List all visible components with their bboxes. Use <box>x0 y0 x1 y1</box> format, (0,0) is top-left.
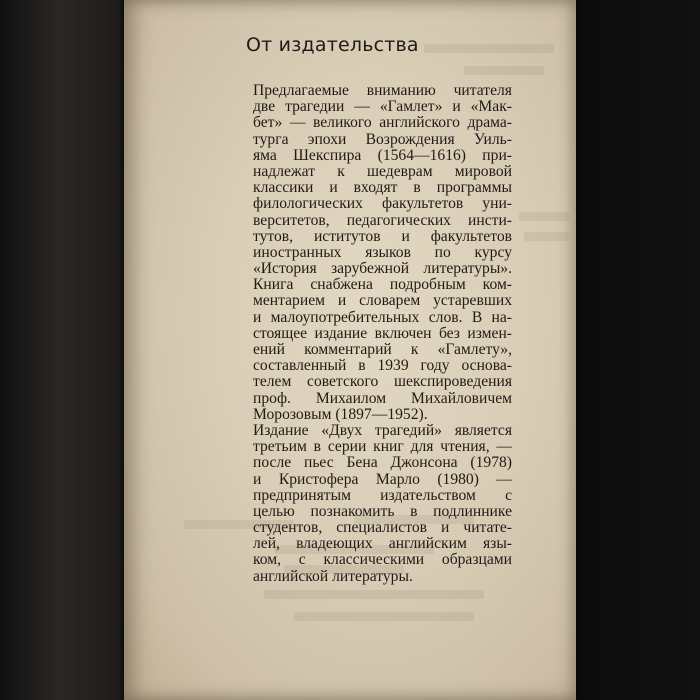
text-line: телем советского шекспироведения <box>253 373 512 391</box>
text-line: ментарием и словарем устаревших <box>253 292 512 310</box>
text-line: предпринятым издательством с <box>253 486 512 504</box>
text-line: яма Шекспира (1564—1616) при- <box>253 146 512 164</box>
text-line: классики и входят в программы <box>253 179 512 197</box>
text-line: две трагедии — «Гамлет» и «Мак- <box>253 98 512 116</box>
text-line: верситетов, педагогических инсти- <box>253 211 512 229</box>
text-line: после пьес Бена Джонсона (1978) <box>253 454 512 472</box>
text-line: «История зарубежной литературы». <box>253 260 512 278</box>
text-line: Предлагаемые вниманию читателя <box>253 82 512 99</box>
body-paragraphs <box>253 83 512 585</box>
text-line: составленный в 1939 году основа- <box>253 357 512 375</box>
text-line: третьим в серии книг для чтения, — <box>253 438 512 456</box>
text-line: студентов, специалистов и читате- <box>253 519 512 537</box>
text-line: Морозовым (1897—1952). <box>253 405 428 423</box>
text-line: иностранных языков по курсу <box>253 243 512 261</box>
text-line: английской литературы. <box>253 567 413 585</box>
text-line: ений комментарий к «Гамлету», <box>253 341 512 358</box>
text-line: и Кристофера Марло (1980) — <box>253 470 512 488</box>
text-line: целью познакомить в подлиннике <box>253 502 512 520</box>
text-line: бет» — великого английского драма- <box>253 114 512 132</box>
text-line: филологических факультетов уни- <box>253 195 512 213</box>
text-line: стоящее издание включен без измен- <box>253 324 512 342</box>
text-line: турга эпохи Возрождения Уиль- <box>253 130 512 148</box>
text-line: лей, владеющих английским язы- <box>253 535 512 553</box>
text-line: проф. Михаилом Михайловичем <box>253 389 512 407</box>
book-page <box>124 0 576 700</box>
text-line: и малоупотребительных слов. В на- <box>253 308 512 326</box>
text-line: Книга снабжена подробным ком- <box>253 276 512 294</box>
text-line: надлежат к шедеврам мировой <box>253 162 512 180</box>
text-line: Издание «Двух трагедий» является <box>253 421 512 439</box>
text-line: тутов, иститутов и факультетов <box>253 227 512 245</box>
text-line: ком, с классическими образцами <box>253 551 512 569</box>
page-heading: От издательства <box>246 34 419 56</box>
